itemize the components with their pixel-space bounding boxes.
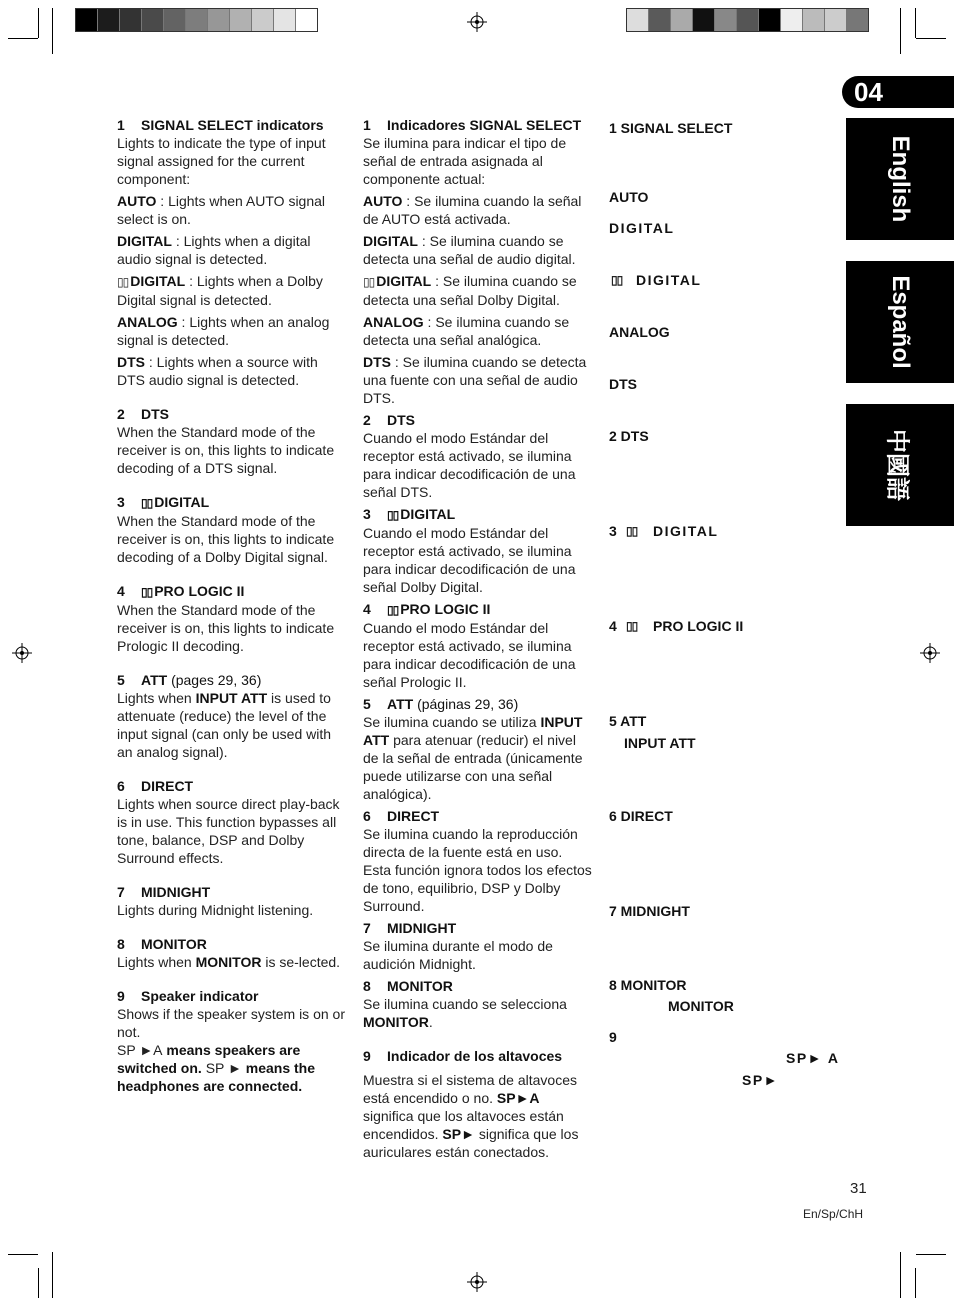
color-swatch bbox=[803, 9, 825, 31]
indicator-term: DIGITAL bbox=[117, 233, 172, 249]
indicator-description: AUTO : Lights when AUTO signal select is on. bbox=[117, 193, 326, 227]
dolby-double-d-icon: ▯▯ bbox=[387, 508, 399, 522]
indicator-description: ANALOG : Lights when an analog signal is detected. bbox=[117, 314, 330, 348]
dolby-double-d-icon: ▯▯ bbox=[626, 524, 638, 538]
section-heading bbox=[363, 505, 593, 524]
color-swatch bbox=[76, 9, 98, 31]
bold-term: MONITOR bbox=[195, 954, 262, 970]
section-title: Indicadores SIGNAL SELECT bbox=[387, 117, 582, 133]
section-body: Muestra si el sistema de altavoces está encendido o no. SP►A significa que los altavoces están encendidos. SP► significa que los auriculares están conectados. bbox=[363, 1072, 579, 1160]
color-swatch bbox=[296, 9, 317, 31]
registration-mark-icon bbox=[467, 12, 487, 32]
color-swatch bbox=[825, 9, 847, 31]
section-item bbox=[117, 777, 345, 867]
section-heading bbox=[117, 493, 345, 512]
section-title: SIGNAL SELECT indicators bbox=[141, 117, 324, 133]
indicator-entry bbox=[117, 313, 345, 349]
section-body: Lights during Midnight listening. bbox=[117, 902, 314, 918]
section-title: ATT bbox=[141, 672, 168, 688]
section-title: ATT bbox=[387, 696, 414, 712]
section-body: Lights when INPUT ATT is used to attenuate (reduce) the level of the input signal (can only be used with an analog signal). bbox=[117, 690, 332, 760]
color-swatch bbox=[715, 9, 737, 31]
section-body: Lights when MONITOR is se-lected. bbox=[117, 954, 341, 970]
language-code: En/Sp/ChH bbox=[803, 1207, 864, 1221]
section-item bbox=[117, 671, 345, 761]
section-item bbox=[363, 695, 593, 803]
crop-mark bbox=[8, 1254, 38, 1255]
section-number: 9 bbox=[117, 988, 125, 1004]
crop-mark bbox=[915, 8, 916, 38]
crop-mark bbox=[38, 1268, 39, 1298]
section-number: 6 bbox=[117, 778, 125, 794]
section-number: 6 bbox=[363, 808, 371, 824]
section-title: MIDNIGHT bbox=[387, 920, 457, 936]
chinese-column-label: AUTO bbox=[609, 189, 649, 205]
indicator-entry bbox=[363, 353, 593, 407]
section-heading bbox=[117, 935, 345, 953]
color-swatch bbox=[847, 9, 868, 31]
color-swatch bbox=[164, 9, 186, 31]
indicator-term: DIGITAL bbox=[363, 233, 418, 249]
bold-term: INPUT ATT bbox=[363, 714, 583, 748]
chinese-column-label: SP► A bbox=[786, 1050, 840, 1066]
section-heading bbox=[363, 919, 593, 937]
section-item bbox=[363, 505, 593, 596]
section-title: MIDNIGHT bbox=[141, 884, 211, 900]
section-item bbox=[363, 411, 593, 501]
section-body: Se ilumina cuando la reproducción directa de la fuente está en uso. Esta función ignora todos los efectos de tono, equilibrio, DSP y Dolby Surround. bbox=[363, 826, 592, 914]
section-heading bbox=[363, 116, 593, 134]
section-number: 8 bbox=[117, 936, 125, 952]
indicator-description: ▯▯ DIGITAL : Lights when a Dolby Digital signal is detected. bbox=[117, 273, 323, 308]
section-number: 5 bbox=[117, 672, 125, 688]
indicator-entry bbox=[363, 192, 593, 228]
section-item bbox=[363, 600, 593, 691]
crop-mark bbox=[900, 8, 901, 54]
section-heading bbox=[363, 411, 593, 429]
chinese-column-label: 3 bbox=[609, 523, 617, 539]
registration-mark-icon bbox=[467, 1272, 487, 1292]
crop-mark bbox=[38, 8, 39, 38]
color-swatch bbox=[274, 9, 296, 31]
bold-term: MONITOR bbox=[363, 1014, 429, 1030]
dolby-double-d-icon: ▯▯ bbox=[141, 496, 153, 510]
section-number: 3 bbox=[363, 506, 371, 522]
color-swatch bbox=[252, 9, 274, 31]
section-title: MONITOR bbox=[387, 978, 453, 994]
section-title: DIGITAL bbox=[400, 506, 456, 522]
section-number: 1 bbox=[363, 117, 371, 133]
section-item bbox=[363, 116, 593, 188]
indicator-description: DIGITAL : Se ilumina cuando se detecta una señal de audio digital. bbox=[363, 233, 576, 267]
chinese-column-label: 6 DIRECT bbox=[609, 808, 673, 824]
crop-mark bbox=[52, 1252, 53, 1298]
indicator-entry bbox=[363, 272, 593, 309]
color-swatch bbox=[142, 9, 164, 31]
chinese-column-label: 5 ATT bbox=[609, 713, 647, 729]
indicator-description: ANALOG : Se ilumina cuando se detecta una señal analógica. bbox=[363, 314, 570, 348]
chinese-column-label: 8 MONITOR bbox=[609, 977, 687, 993]
section-body: When the Standard mode of the receiver is on, this lights to indicate decoding of a DTS signal. bbox=[117, 424, 335, 476]
section-number: 7 bbox=[117, 884, 125, 900]
chinese-column-label: 4 bbox=[609, 618, 617, 634]
tab-english-label: English bbox=[887, 135, 914, 223]
chinese-column-label: DIGITAL bbox=[653, 523, 719, 539]
chinese-column-label: MONITOR bbox=[668, 998, 734, 1014]
page-reference: (páginas 29, 36) bbox=[413, 696, 519, 712]
bold-term: means speakers are switched on. bbox=[117, 1042, 301, 1076]
page-number: 31 bbox=[850, 1180, 867, 1197]
dolby-double-d-icon: ▯▯ bbox=[626, 619, 638, 633]
color-calibration-bar-right bbox=[626, 8, 869, 32]
tab-espanol-label: Español bbox=[887, 275, 914, 369]
section-title: PRO LOGIC II bbox=[154, 583, 245, 599]
color-swatch bbox=[737, 9, 759, 31]
section-item bbox=[117, 116, 345, 188]
section-title: DTS bbox=[387, 412, 415, 428]
section-title: DIRECT bbox=[141, 778, 194, 794]
crop-mark bbox=[916, 38, 946, 39]
dolby-double-d-icon: ▯▯ bbox=[387, 603, 399, 617]
section-heading bbox=[117, 777, 345, 795]
color-calibration-bar-left bbox=[75, 8, 318, 32]
section-body: Se ilumina cuando se utiliza INPUT ATT para atenuar (reducir) el nivel de la señal de entrada (únicamente puede utilizarse con una señal analógica). bbox=[363, 714, 583, 802]
indicator-entry bbox=[117, 192, 345, 228]
color-swatch bbox=[208, 9, 230, 31]
section-item bbox=[117, 405, 345, 477]
section-title: PRO LOGIC II bbox=[400, 601, 491, 617]
section-title: DTS bbox=[141, 406, 169, 422]
section-body: Lights to indicate the type of input signal assigned for the current component: bbox=[117, 135, 326, 187]
color-swatch bbox=[649, 9, 671, 31]
section-number: 2 bbox=[117, 406, 125, 422]
indicator-term: AUTO bbox=[117, 193, 157, 209]
chapter-number: 04 bbox=[842, 76, 954, 108]
indicator-entry bbox=[117, 353, 345, 389]
dolby-double-d-icon: ▯▯ bbox=[611, 273, 623, 287]
english-column bbox=[117, 116, 345, 1099]
crop-mark bbox=[900, 1252, 901, 1298]
chinese-column-label: 1 SIGNAL SELECT bbox=[609, 120, 733, 136]
spanish-column bbox=[363, 116, 593, 1165]
registration-mark-icon bbox=[920, 643, 940, 663]
bold-term: means the headphones are connected. bbox=[117, 1060, 315, 1094]
section-number: 9 bbox=[363, 1048, 371, 1064]
color-swatch bbox=[627, 9, 649, 31]
section-body: Shows if the speaker system is on or not. bbox=[117, 1006, 345, 1040]
section-body: When the Standard mode of the receiver is on, this lights to indicate decoding of a Dolby Digital signal. bbox=[117, 513, 335, 565]
crop-mark bbox=[52, 8, 53, 54]
section-item bbox=[363, 977, 593, 1031]
section-body: Se ilumina para indicar el tipo de señal de entrada asignada al componente actual: bbox=[363, 135, 567, 187]
color-swatch bbox=[230, 9, 252, 31]
color-swatch bbox=[781, 9, 803, 31]
section-heading bbox=[117, 405, 345, 423]
dolby-double-d-icon: ▯▯ bbox=[141, 585, 153, 599]
section-item bbox=[363, 807, 593, 915]
section-number: 4 bbox=[363, 601, 371, 617]
section-heading bbox=[117, 987, 345, 1005]
section-title: MONITOR bbox=[141, 936, 207, 952]
dolby-double-d-icon: ▯▯ bbox=[117, 275, 129, 289]
section-item bbox=[117, 493, 345, 566]
section-number: 4 bbox=[117, 583, 125, 599]
section-heading bbox=[363, 695, 593, 713]
indicator-entry bbox=[363, 313, 593, 349]
color-swatch bbox=[98, 9, 120, 31]
section-item bbox=[363, 919, 593, 973]
dolby-double-d-icon: ▯▯ bbox=[363, 275, 375, 289]
indicator-term: DIGITAL bbox=[130, 273, 186, 289]
registration-mark-icon bbox=[12, 643, 32, 663]
indicator-term: AUTO bbox=[363, 193, 403, 209]
tab-chinese[interactable] bbox=[846, 404, 954, 526]
color-swatch bbox=[120, 9, 142, 31]
indicator-description: DTS : Se ilumina cuando se detecta una fuente con una señal de audio DTS. bbox=[363, 354, 587, 406]
section-body: Lights when source direct play-back is in use. This function bypasses all tone, balance, DSP and Dolby Surround effects. bbox=[117, 796, 340, 866]
section-body: Cuando el modo Estándar del receptor está activado, se ilumina para indicar decodificación de una señal Dolby Digital. bbox=[363, 525, 576, 595]
section-title: DIRECT bbox=[387, 808, 440, 824]
color-swatch bbox=[671, 9, 693, 31]
section-heading bbox=[363, 807, 593, 825]
indicator-description: DTS : Lights when a source with DTS audio signal is detected. bbox=[117, 354, 318, 388]
indicator-term: DTS bbox=[117, 354, 145, 370]
section-body: Cuando el modo Estándar del receptor está activado, se ilumina para indicar decodificación de una señal Prologic II. bbox=[363, 620, 576, 690]
indicator-term: DIGITAL bbox=[376, 273, 432, 289]
indicator-term: ANALOG bbox=[117, 314, 178, 330]
indicator-entry bbox=[363, 232, 593, 268]
crop-mark bbox=[8, 38, 38, 39]
chinese-column-label: 9 bbox=[609, 1029, 617, 1045]
section-heading bbox=[363, 977, 593, 995]
section-number: 2 bbox=[363, 412, 371, 428]
crop-mark bbox=[916, 1254, 946, 1255]
indicator-entry bbox=[117, 272, 345, 309]
chinese-column-label: 7 MIDNIGHT bbox=[609, 903, 690, 919]
color-swatch bbox=[186, 9, 208, 31]
section-number: 3 bbox=[117, 494, 125, 510]
crop-mark bbox=[915, 1268, 916, 1298]
section-number: 7 bbox=[363, 920, 371, 936]
section-heading bbox=[363, 600, 593, 619]
chinese-column-label: ANALOG bbox=[609, 324, 670, 340]
section-number: 5 bbox=[363, 696, 371, 712]
chinese-column-label: DIGITAL bbox=[609, 220, 675, 236]
chinese-column-label: 2 DTS bbox=[609, 428, 649, 444]
section-title: Speaker indicator bbox=[141, 988, 259, 1004]
section-heading bbox=[117, 671, 345, 689]
section-body: Se ilumina durante el modo de audición Midnight. bbox=[363, 938, 553, 972]
chinese-column-label: SP► bbox=[742, 1072, 780, 1088]
chinese-column-label: PRO LOGIC II bbox=[653, 618, 744, 634]
bold-term: SP► bbox=[442, 1126, 475, 1142]
chinese-column-label: INPUT ATT bbox=[624, 735, 696, 751]
tab-espanol[interactable] bbox=[846, 261, 954, 383]
chinese-column-label: DIGITAL bbox=[636, 272, 702, 288]
section-body: Se ilumina cuando se selecciona MONITOR. bbox=[363, 996, 567, 1030]
indicator-term: ANALOG bbox=[363, 314, 424, 330]
section-item bbox=[363, 1047, 593, 1161]
section-number: 1 bbox=[117, 117, 125, 133]
section-heading bbox=[363, 1047, 593, 1065]
section-item bbox=[117, 582, 345, 655]
section-heading bbox=[117, 582, 345, 601]
bold-term: SP►A bbox=[496, 1090, 540, 1106]
section-body: Cuando el modo Estándar del receptor está activado, se ilumina para indicar decodificación de una señal DTS. bbox=[363, 430, 576, 500]
indicator-term: DTS bbox=[363, 354, 391, 370]
indicator-entry bbox=[117, 232, 345, 268]
indicator-description: ▯▯ DIGITAL : Se ilumina cuando se detecta una señal Dolby Digital. bbox=[363, 273, 577, 308]
section-number: 8 bbox=[363, 978, 371, 994]
section-body: When the Standard mode of the receiver is on, this lights to indicate Prologic II decoding. bbox=[117, 602, 335, 654]
tab-chinese-label: 中國語 bbox=[883, 429, 911, 501]
section-item bbox=[117, 883, 345, 919]
section-body: SP ►A means speakers are switched on. SP ► means the headphones are connected. bbox=[117, 1042, 315, 1094]
section-heading bbox=[117, 883, 345, 901]
color-swatch bbox=[693, 9, 715, 31]
section-item bbox=[117, 935, 345, 971]
color-swatch bbox=[759, 9, 781, 31]
indicator-description: DIGITAL : Lights when a digital audio signal is detected. bbox=[117, 233, 311, 267]
section-title: DIGITAL bbox=[154, 494, 210, 510]
page-reference: (pages 29, 36) bbox=[167, 672, 262, 688]
indicator-description: AUTO : Se ilumina cuando la señal de AUTO está activada. bbox=[363, 193, 582, 227]
section-item bbox=[117, 987, 345, 1095]
section-heading bbox=[117, 116, 345, 134]
chinese-column-label: DTS bbox=[609, 376, 637, 392]
section-title: Indicador de los altavoces bbox=[387, 1048, 563, 1064]
bold-term: INPUT ATT bbox=[195, 690, 268, 706]
tab-english[interactable] bbox=[846, 118, 954, 240]
